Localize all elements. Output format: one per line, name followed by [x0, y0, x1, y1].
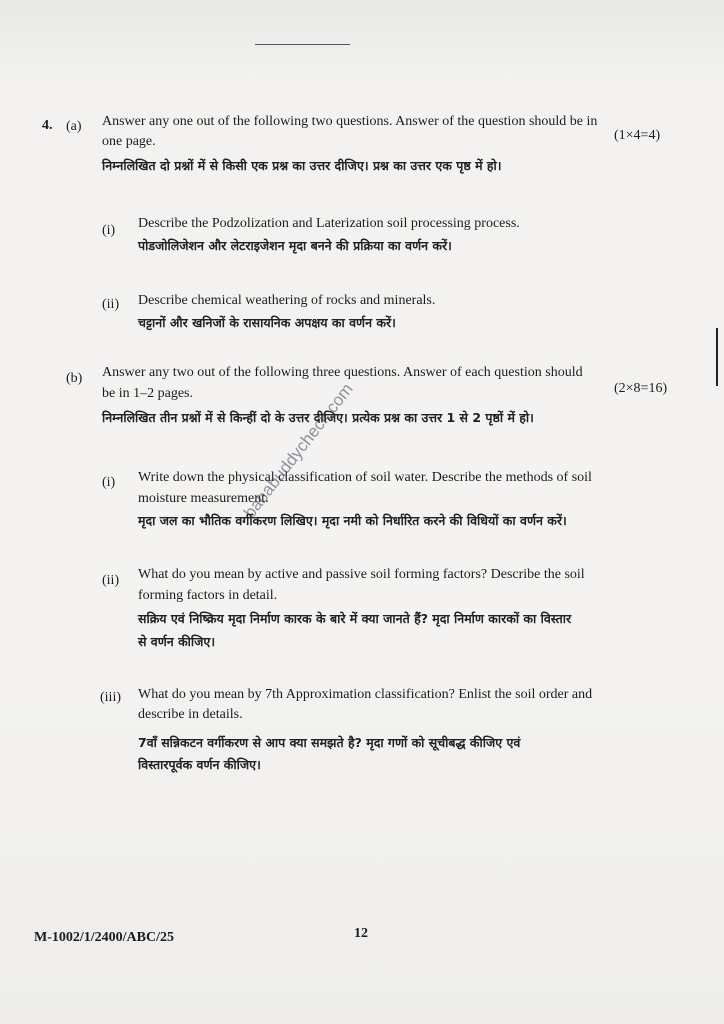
part-a-instruction-line1: Answer any one out of the following two questions. Answer of the question should be in — [102, 114, 598, 129]
part-a-item-2-hindi: चट्टानों और खनिजों के रासायनिक अपक्षय का वर्णन करें। — [138, 315, 396, 330]
part-b-item-1-label: (i) — [102, 475, 116, 490]
part-b-item-2-english-line1: What do you mean by active and passive soil forming factors? Describe the soil — [138, 567, 585, 582]
watermark: bababuddycheck.com — [240, 379, 357, 522]
part-b-item-1-hindi: मृदा जल का भौतिक वर्गीकरण लिखिए। मृदा नमी को निर्धारित करने की विधियों का वर्णन करें। — [138, 513, 567, 528]
part-b-instruction-line2: be in 1–2 pages. — [102, 386, 193, 401]
paper-code: M-1002/1/2400/ABC/25 — [34, 930, 174, 945]
margin-bracket-mark — [716, 328, 718, 386]
part-b-item-3-hindi-line2: विस्तारपूर्वक वर्णन कीजिए। — [138, 757, 261, 772]
page-number: 12 — [354, 926, 368, 941]
question-number: 4. — [42, 118, 53, 133]
part-b-item-2-hindi-line1: सक्रिय एवं निष्क्रिय मृदा निर्माण कारक के बारे में क्या जानते हैं? मृदा निर्माण कारकों का विस्तार — [138, 611, 572, 626]
part-b-item-1-english-line1: Write down the physical classification of soil water. Describe the methods of soil — [138, 470, 592, 485]
part-b-item-3-english-line1: What do you mean by 7th Approximation classification? Enlist the soil order and — [138, 687, 593, 702]
part-b-marks: (2×8=16) — [614, 381, 668, 396]
top-rule — [255, 44, 350, 45]
part-a-instruction-line2: one page. — [102, 134, 156, 149]
part-b-item-3-english-line2: describe in details. — [138, 707, 243, 722]
part-a-marks: (1×4=4) — [614, 128, 661, 143]
part-b-hindi-instruction: निम्नलिखित तीन प्रश्नों में से किन्हीं दो के उत्तर दीजिए। प्रत्येक प्रश्न का उत्तर 1 से 2 पृष्ठों में हो। — [102, 410, 534, 425]
part-a-item-1-hindi: पोडजोलिजेशन और लेटराइजेशन मृदा बनने की प्रक्रिया का वर्णन करें। — [138, 238, 452, 253]
part-b-item-2-label: (ii) — [102, 573, 120, 588]
part-a-item-2-english: Describe chemical weathering of rocks and minerals. — [138, 293, 436, 308]
part-b-label: (b) — [66, 371, 83, 386]
part-a-item-1-english: Describe the Podzolization and Laterization soil processing process. — [138, 216, 520, 231]
part-a-item-2-label: (ii) — [102, 297, 120, 312]
part-b-item-2-english-line2: forming factors in detail. — [138, 588, 278, 603]
part-b-item-3-hindi-line1: 7वाँ सन्निकटन वर्गीकरण से आप क्या समझते है? मृदा गणों को सूचीबद्ध कीजिए एवं — [138, 735, 521, 750]
part-b-item-3-label: (iii) — [100, 690, 121, 705]
part-a-hindi-instruction: निम्नलिखित दो प्रश्नों में से किसी एक प्रश्न का उत्तर दीजिए। प्रश्न का उत्तर एक पृष्ठ में हो। — [102, 158, 502, 173]
part-b-instruction-line1: Answer any two out of the following three questions. Answer of each question should — [102, 365, 583, 380]
part-a-label: (a) — [66, 119, 82, 134]
part-a-item-1-label: (i) — [102, 223, 116, 238]
part-b-item-2-hindi-line2: से वर्णन कीजिए। — [138, 634, 216, 649]
part-b-item-1-english-line2: moisture measurement. — [138, 491, 269, 506]
